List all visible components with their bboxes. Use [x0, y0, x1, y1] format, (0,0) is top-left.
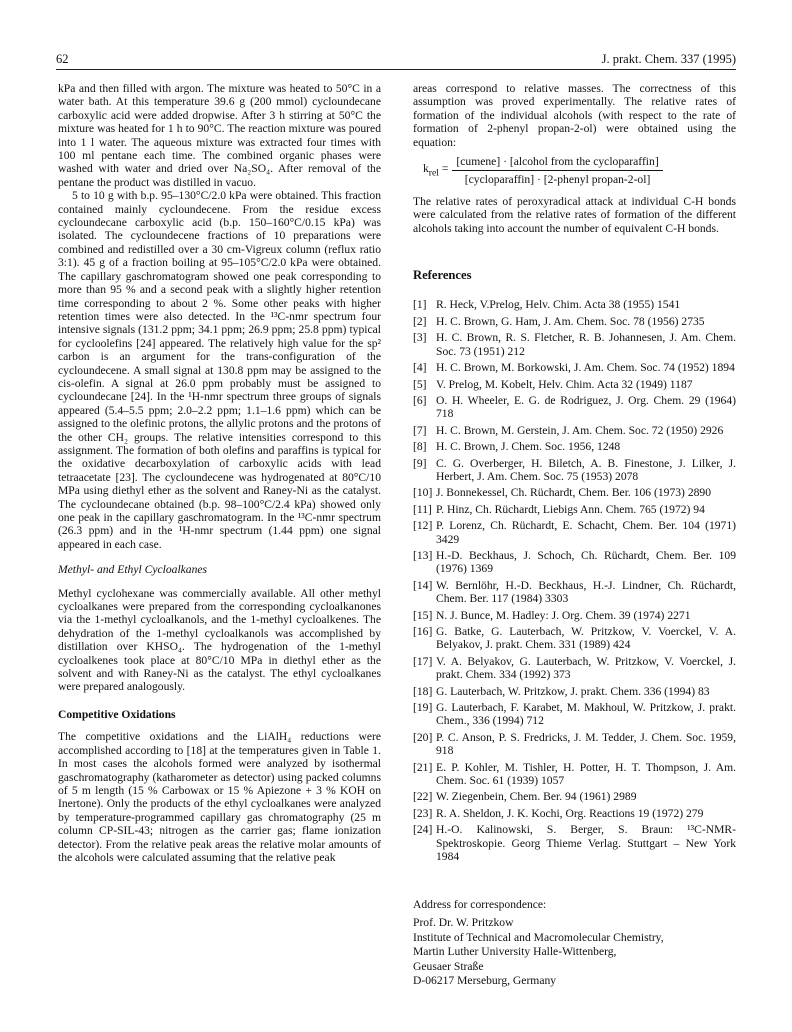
reference-number: [14]: [413, 578, 433, 592]
paragraph-procedure: kPa and then filled with argon. The mixture was heated to 50°C in a water bath. At this temperature 39.6 g (200 mmol) cycloundecane carboxylic acid were added dropwise. After 3 h stirring at 50°C the mixture was heated for 1 h to 90°C. The reaction mixture was poured into 1 l water. The aqueous mixture was extracted four times with 100 ml pentane each time. The combined organic phases were washed with water and dried over Na₂SO₄. After removal of the pentane the product was distilled in vacuo.: [58, 82, 381, 189]
reference-number: [5]: [413, 377, 427, 391]
reference-text: N. J. Bunce, M. Hadley: J. Org. Chem. 39 (1974) 2271: [436, 608, 691, 622]
reference-text: P. C. Anson, P. S. Fredricks, J. M. Tedder, J. Chem. Soc. 1959, 918: [436, 730, 736, 758]
paragraph-methyl-cycloalkanes: Methyl cyclohexane was commercially available. All other methyl cycloalkanes were prepared from the corresponding cycloalkanones via the 1-methyl cycloalkanols, and the 1-methyl cycloalkenes. The dehydration of the 1-methyl cycloalkanols was accomplished by distillation over KHSO₄. The hydrogenation of the 1-methyl cycloalkenes took place at 80°C/10 MPa in diethyl ether as the solvent and with Raney-Ni as the catalyst. The ethyl cycloalkanes were prepared analogously.: [58, 586, 381, 694]
reference-number: [4]: [413, 361, 427, 375]
paragraph-competitive-oxidations: The competitive oxidations and the LiAlH₄ reductions were accomplished according to [18] at the temperatures given in Table 1. In most cases the alcohols formed were analyzed by isothermal gaschromatography (katharometer as detector) using packed columns of 5 m length (15 % Carbowax or 15 % Apiezone + 3 % KOH on Inertone). Only the products of the ethyl cycloalkanes were analyzed by temperature-programmed capillary gas chromatography (25 m column CP-SIL-43; nitrogen as the carrier gas; flame ionization detector). From the relative peak areas the relative molar amounts of the alcohols were calculated assuming that the relative peak: [58, 730, 381, 864]
reference-number: [19]: [413, 701, 433, 715]
paragraph-peroxyradical: The relative rates of peroxyradical attack at individual C-H bonds were calculated from the relative rates of formation of the different alcohols taking into account the number of equivalent C-H bonds.: [413, 194, 736, 235]
address-institute: Institute of Technical and Macromolecular Chemistry,: [413, 930, 664, 944]
reference-number: [24]: [413, 823, 433, 837]
reference-item: [413, 609, 736, 622]
reference-text: W. Ziegenbein, Chem. Ber. 94 (1961) 2989: [436, 790, 637, 804]
reference-item: [413, 701, 736, 728]
reference-item: [413, 457, 736, 484]
reference-item: [413, 361, 736, 374]
equation-denominator: [cycloparaffin] · [2-phenyl propan-2-ol]: [464, 173, 651, 187]
reference-number: [18]: [413, 684, 433, 698]
section-heading-methyl-ethyl: Methyl- and Ethyl Cycloalkanes: [58, 563, 208, 577]
reference-item: [413, 549, 736, 576]
paragraph-cycloundecene: 5 to 10 g with b.p. 95–130°C/2.0 kPa were obtained. This fraction contained mainly cycloundecene. From the residue excess cycloundecane carboxylic acid (b.p. 150–160°C/0.15 kPa) was isolated. The cycloundecene fractions of 10 preparations were combined and redistilled over a 30 cm-Vigreux column (reflux ratio 3:1). 45 g of a fraction boiling at 95–105°C/2.0 kPa were obtained. The capillary gaschromatogram showed one peak corresponding to more than 95 % and a second peak with a slightly higher retention time corresponding to about 2 %. Some other peaks with higher retention times were also detected. In the ¹³C-nmr spectrum four intensive signals (131.2 ppm; 34.1 ppm; 26.9 ppm; 25.8 ppm) typical for cycloolefins [24] appeared. The relatively high value for the sp² carbon is an argument for the trans-configuration of the cycloundecene. A small signal at 130.8 ppm may be assigned to the cis-olefin. A signal at 26.0 ppm probably must be assigned to cycloundecane [24]. In the ¹H-nmr spectrum three groups of signals appeared (5.4–5.5 ppm; 2.0–2.2 ppm; 1.1–1.6 ppm) which can be assigned to the olefinic protons, the allylic protons and the protons of the other CH₂ groups. The relative intensities correspond to this assignment. The formation of both olefins and paraffins is typical for the oxidative decarboxylation of carboxylic acids with lead tetraacetate [23]. The cycloundecene was hydrogenated at 80°C/10 MPa using diethyl ether as the solvent and Raney-Ni as the catalyst. The cycloundecane obtained (b.p. 98–100°C/2.4 kPa) showed only one peak in the capillary gaschromatogram. In the ¹³C-nmr spectrum (26.3 ppm) and in the ¹H-nmr spectrum (1.44 ppm) one signal appeared in each case.: [58, 189, 381, 551]
equals-sign: =: [438, 162, 449, 176]
reference-item: [413, 331, 736, 358]
reference-text: V. Prelog, M. Kobelt, Helv. Chim. Acta 32 (1949) 1187: [436, 377, 693, 391]
reference-number: [1]: [413, 298, 427, 312]
reference-text: J. Bonnekessel, Ch. Rüchardt, Chem. Ber. 106 (1973) 2890: [436, 486, 712, 500]
reference-item: [413, 503, 736, 516]
journal-citation: J. prakt. Chem. 337 (1995): [601, 52, 736, 66]
equation-fraction: [452, 155, 662, 187]
reference-text: H.-O. Kalinowski, S. Berger, S. Braun: ¹³C-NMR-Spektroskopie. Georg Thieme Verlag. Stuttgart – New York 1984: [436, 823, 736, 864]
reference-text: H. C. Brown, M. Borkowski, J. Am. Chem. Soc. 74 (1952) 1894: [436, 361, 735, 375]
reference-text: V. A. Belyakov, G. Lauterbach, W. Pritzkow, V. Voerckel, J. prakt. Chem. 334 (1992) 373: [436, 654, 736, 682]
reference-item: [413, 823, 736, 863]
reference-number: [11]: [413, 502, 432, 516]
reference-number: [8]: [413, 440, 427, 454]
reference-number: [2]: [413, 314, 427, 328]
reference-text: H. C. Brown, M. Gerstein, J. Am. Chem. Soc. 72 (1950) 2926: [436, 423, 724, 437]
reference-item: [413, 298, 736, 311]
correspondence-address: [413, 898, 736, 990]
page-number: 62: [56, 52, 69, 66]
reference-item: [413, 579, 736, 606]
address-name: Prof. Dr. W. Pritzkow: [413, 916, 514, 930]
running-header: [56, 52, 736, 66]
reference-item: [413, 761, 736, 788]
reference-text: R. A. Sheldon, J. K. Kochi, Org. Reactions 19 (1972) 279: [436, 806, 704, 820]
reference-number: [7]: [413, 423, 427, 437]
header-rule: [56, 69, 736, 70]
reference-number: [15]: [413, 608, 433, 622]
reference-text: P. Hinz, Ch. Rüchardt, Liebigs Ann. Chem. 765 (1972) 94: [436, 502, 705, 516]
reference-text: H. C. Brown, J. Chem. Soc. 1956, 1248: [436, 440, 621, 454]
reference-text: G. Lauterbach, W. Pritzkow, J. prakt. Chem. 336 (1994) 83: [436, 684, 710, 698]
right-column: [413, 82, 736, 989]
paragraph-relative-masses: areas correspond to relative masses. The correctness of this assumption was proved experimentally. The relative rates of formation of the individual alcohols (with respect to the rate of formation of 2-phenyl propan-2-ol) were obtained using the equation:: [413, 82, 736, 149]
reference-text: H.-D. Beckhaus, J. Schoch, Ch. Rüchardt, Chem. Ber. 109 (1976) 1369: [436, 548, 736, 576]
reference-text: G. Batke, G. Lauterbach, W. Pritzkow, V. Voerckel, V. A. Belyakov, J. prakt. Chem. 331 (1989) 424: [436, 625, 736, 652]
reference-item: [413, 625, 736, 652]
reference-item: [413, 378, 736, 391]
reference-number: [16]: [413, 625, 433, 638]
reference-text: P. Lorenz, Ch. Rüchardt, E. Schacht, Chem. Ber. 104 (1971) 3429: [436, 519, 736, 546]
reference-text: O. H. Wheeler, E. G. de Rodriguez, J. Org. Chem. 29 (1964) 718: [436, 393, 736, 421]
reference-number: [20]: [413, 730, 433, 744]
address-university: Martin Luther University Halle-Wittenberg,: [413, 945, 617, 959]
reference-number: [22]: [413, 790, 433, 804]
address-street: Geusaer Straße: [413, 959, 484, 973]
reference-number: [21]: [413, 760, 433, 774]
reference-item: [413, 315, 736, 328]
reference-number: [23]: [413, 806, 433, 820]
reference-number: [13]: [413, 548, 433, 562]
krel-equation: [423, 155, 736, 187]
equation-numerator: [cumene] · [alcohol from the cycloparaffin]: [452, 155, 662, 171]
reference-list: [413, 298, 736, 863]
reference-text: C. G. Overberger, H. Biletch, A. B. Finestone, J. Lilker, J. Herbert, J. Am. Chem. Soc. 75 (1953) 2078: [436, 456, 736, 483]
equation-subscript: rel: [428, 167, 439, 179]
reference-item: [413, 440, 736, 453]
reference-text: R. Heck, V.Prelog, Helv. Chim. Acta 38 (1955) 1541: [436, 298, 681, 312]
reference-text: H. C. Brown, R. S. Fletcher, R. B. Johannesen, J. Am. Chem. Soc. 73 (1951) 212: [436, 331, 736, 358]
references-heading: References: [413, 268, 472, 283]
reference-text: H. C. Brown, G. Ham, J. Am. Chem. Soc. 78 (1956) 2735: [436, 314, 705, 328]
reference-item: [413, 807, 736, 820]
reference-number: [9]: [413, 456, 427, 470]
address-city: D-06217 Merseburg, Germany: [413, 974, 557, 988]
equation-symbol: k: [423, 162, 429, 176]
reference-number: [12]: [413, 519, 433, 533]
section-heading-competitive-oxidations: Competitive Oxidations: [58, 707, 176, 721]
reference-number: [3]: [413, 331, 427, 345]
reference-number: [10]: [413, 486, 433, 500]
reference-text: E. P. Kohler, M. Tishler, H. Potter, H. T. Thompson, J. Am. Chem. Soc. 61 (1939) 1057: [436, 760, 736, 788]
reference-item: [413, 394, 736, 421]
reference-item: [413, 519, 736, 546]
reference-item: [413, 424, 736, 437]
equation-lhs: [423, 162, 448, 180]
reference-item: [413, 790, 736, 803]
reference-text: G. Lauterbach, F. Karabet, M. Makhoul, W. Pritzkow, J. prakt. Chem., 336 (1994) 712: [436, 701, 736, 728]
reference-text: W. Bernlöhr, H.-D. Beckhaus, H.-J. Lindner, Ch. Rüchardt, Chem. Ber. 117 (1984) 3303: [436, 578, 736, 606]
address-title: Address for correspondence:: [413, 897, 547, 911]
reference-number: [6]: [413, 393, 427, 407]
reference-number: [17]: [413, 654, 433, 668]
left-column: [58, 82, 381, 864]
reference-item: [413, 731, 736, 758]
reference-item: [413, 486, 736, 499]
reference-item: [413, 655, 736, 682]
reference-item: [413, 685, 736, 698]
